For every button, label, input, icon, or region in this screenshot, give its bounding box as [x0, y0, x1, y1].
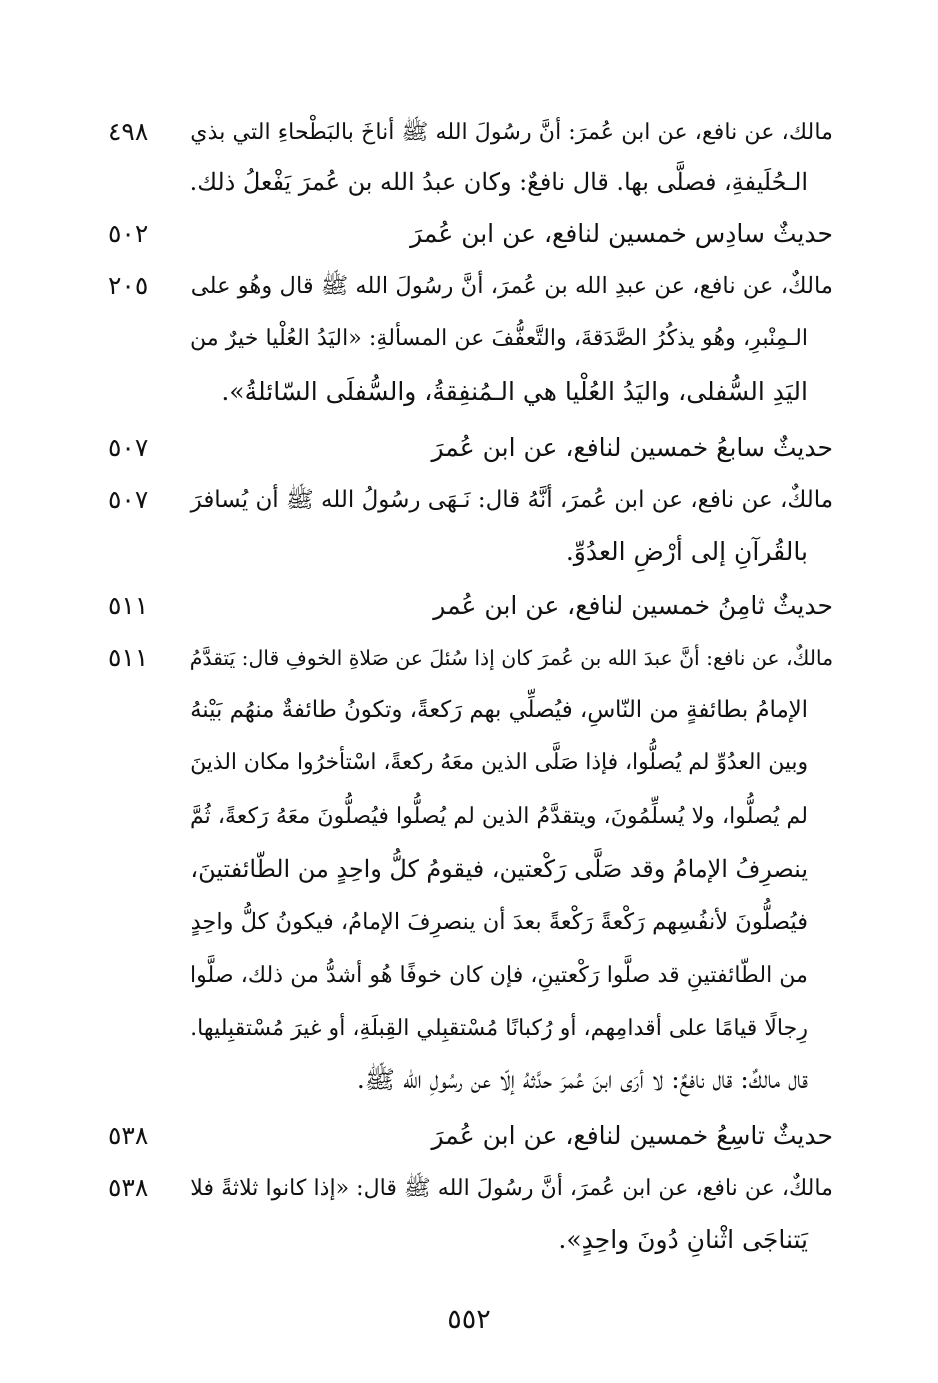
section-number: ٥٠٧ [108, 433, 149, 462]
hadith-line: ينصرِفُ الإمامُ وقد صَلَّى رَكْعتين، فيقومُ كلُّ واحِدٍ من الطّائفتينَ، [190, 855, 808, 883]
hadith-line: مالكٌ، عن نافع، عن ابن عُمرَ، أنَّهُ قال: نَـهَى رسُولُ الله ﷺ أن يُسافرَ [190, 487, 833, 513]
hadith-line: مالكٌ، عن نافع، عن ابن عُمرَ، أنَّ رسُولَ الله ﷺ قال: «إذا كانوا ثلاثةً فلا [190, 1175, 833, 1201]
hadith-number: ٥٠٧ [108, 485, 149, 514]
hadith-line: رِجالًا قيامًا على أقدامِهم، أو رُكبانًا مُسْتقبِلي القِبلَةِ، أو غيرَ مُسْتقبِليها. [190, 1015, 808, 1041]
hadith-line: الإمامُ بطائفةٍ من النّاسِ، فيُصلِّي بهم رَكعةً، وتكونُ طائفةٌ منهُم بَيْنهُ [190, 697, 808, 723]
hadith-line: من الطّائفتينِ قد صلَّوا رَكْعتينِ، فإن كان خوفًا هُو أشدُّ من ذلك، صلَّوا [189, 962, 808, 988]
hadith-line: مالكٌ، عن نافع، عن عبدِ الله بن عُمرَ، أنَّ رسُولَ الله ﷺ قال وهُو على [190, 273, 833, 299]
hadith-number: ٤٩٨ [108, 117, 149, 146]
hadith-line: قال مالكٌ: قال نافعٌ: لا أرَى ابنَ عُمرَ حدَّثهُ إلّا عن رسُولِ الله ﷺ. [356, 1065, 808, 1094]
hadith-line: لم يُصلُّوا، ولا يُسلِّمُونَ، ويتقدَّمُ الذين لم يُصلُّوا فيُصلُّونَ معَهُ رَكعةً، ثُمَّ [189, 803, 808, 829]
hadith-line: الـحُلَيفةِ، فصلَّى بها. قال نافعٌ: وكان عبدُ الله بن عُمرَ يَفْعلُ ذلك. [189, 168, 808, 196]
hadith-number: ٥١١ [108, 643, 149, 672]
page-number: ٥٥٢ [447, 1304, 491, 1335]
section-number: ٥٣٨ [108, 1121, 149, 1150]
hadith-line: الـمِنْبرِ، وهُو يذكُرُ الصَّدَقةَ، والتَّعفُّفَ عن المسألةِ: «اليَدُ العُلْيا خيرٌ من [189, 325, 808, 351]
hadith-line: اليَدِ السُّفلى، واليَدُ العُلْيا هي الـمُنفِقةُ، والسُّفلَى السّائلةُ». [221, 377, 808, 406]
hadith-number: ٢٠٥ [108, 271, 149, 300]
section-number: ٥١١ [108, 591, 149, 620]
hadith-line: فيُصلُّونَ لأنفُسِهم رَكْعةً رَكْعةً بعدَ أن ينصرِفَ الإمامُ، فيكونُ كلُّ واحِدٍ [190, 909, 808, 935]
hadith-line: يَتناجَى اثْنانِ دُونَ واحِدٍ». [558, 1225, 808, 1254]
section-number: ٥٠٢ [108, 219, 149, 248]
hadith-number: ٥٣٨ [108, 1173, 149, 1202]
hadith-line: بالقُرآنِ إلى أرْضِ العدُوِّ. [565, 537, 808, 566]
hadith-line: وبين العدُوِّ لم يُصلُّوا، فإذا صَلَّى الذين معَهُ ركعةً، اسْتأخرُوا مكان الذينَ [190, 750, 808, 775]
section-heading: حديثٌ سادِس خمسين لنافع، عن ابن عُمرَ [410, 219, 833, 248]
section-heading: حديثٌ سابعُ خمسين لنافع، عن ابن عُمرَ [431, 433, 833, 462]
section-heading: حديثٌ ثامِنُ خمسين لنافع، عن ابن عُمر [433, 591, 833, 620]
hadith-line: مالكٌ، عن نافع: أنَّ عبدَ الله بن عُمرَ كان إذا سُئلَ عن صَلاةِ الخوفِ قال: يَتقدَّمُ [189, 646, 833, 670]
section-heading: حديثٌ تاسِعُ خمسين لنافع، عن ابن عُمرَ [431, 1121, 833, 1150]
hadith-line: مالك، عن نافع، عن ابن عُمرَ: أنَّ رسُولَ الله ﷺ أناخَ بالبَطْحاءِ التي بذي [190, 119, 833, 145]
